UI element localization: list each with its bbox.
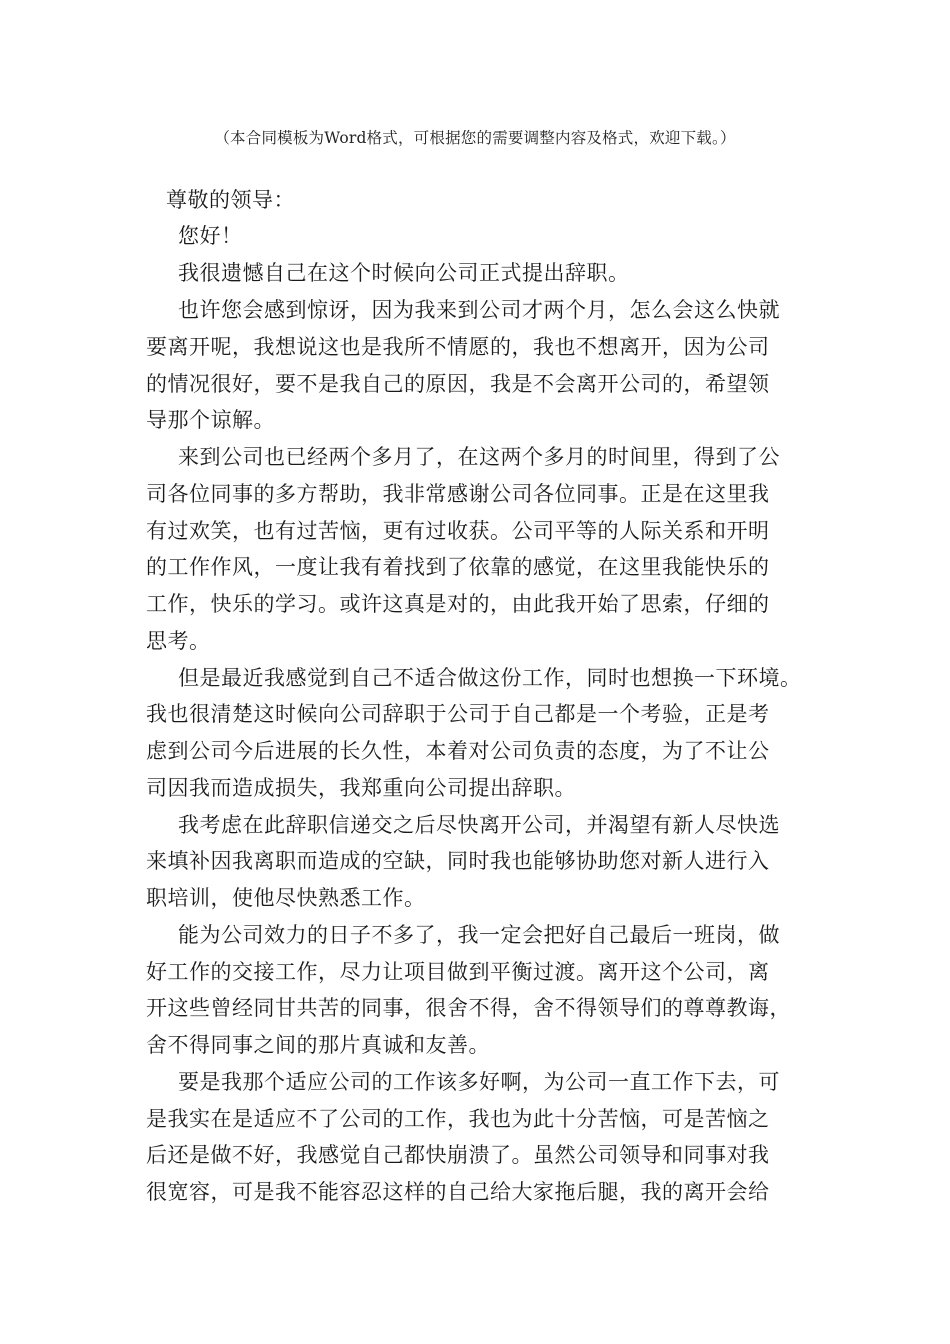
body-line: 也许您会感到惊讶，因为我来到公司才两个月，怎么会这么快就 (178, 298, 780, 322)
body-line: 要离开呢，我想说这也是我所不情愿的，我也不想离开，因为公司 (146, 335, 770, 359)
body-line: 要是我那个适应公司的工作该多好啊，为公司一直工作下去，可 (178, 1070, 780, 1094)
body-line: 导那个谅解。 (146, 408, 275, 432)
body-line: 司各位同事的多方帮助，我非常感谢公司各位同事。正是在这里我 (146, 482, 770, 506)
body-line: 我很遗憾自己在这个时候向公司正式提出辞职。 (178, 261, 630, 285)
body-line: 能为公司效力的日子不多了，我一定会把好自己最后一班岗，做 (178, 923, 780, 947)
body-line: 舍不得同事之间的那片真诚和友善。 (146, 1033, 490, 1057)
body-line: 我考虑在此辞职信递交之后尽快离开公司，并渴望有新人尽快选 (178, 813, 780, 837)
body-line: 开这些曾经同甘共苦的同事，很舍不得，舍不得领导们的尊尊教诲， (146, 996, 791, 1020)
body-line: 好工作的交接工作，尽力让项目做到平衡过渡。离开这个公司，离 (146, 960, 770, 984)
body-line: 有过欢笑，也有过苦恼，更有过收获。公司平等的人际关系和开明 (146, 519, 770, 543)
greeting-line: 您好！ (178, 224, 243, 248)
body-line: 来到公司也已经两个多月了，在这两个多月的时间里，得到了公 (178, 445, 780, 469)
body-line: 是我实在是适应不了公司的工作，我也为此十分苦恼，可是苦恼之 (146, 1107, 770, 1131)
salutation: 尊敬的领导： (166, 188, 295, 212)
body-line: 工作，快乐的学习。或许这真是对的，由此我开始了思索，仔细的 (146, 592, 770, 616)
body-line: 的工作作风，一度让我有着找到了依靠的感觉，在这里我能快乐的 (146, 555, 770, 579)
body-line: 我也很清楚这时候向公司辞职于公司于自己都是一个考验，正是考 (146, 702, 770, 726)
body-line: 职培训，使他尽快熟悉工作。 (146, 886, 426, 910)
body-line: 来填补因我离职而造成的空缺，同时我也能够协助您对新人进行入 (146, 849, 770, 873)
body-line: 的情况很好，要不是我自己的原因，我是不会离开公司的，希望领 (146, 372, 770, 396)
body-line: 司因我而造成损失，我郑重向公司提出辞职。 (146, 776, 576, 800)
body-line: 但是最近我感觉到自己不适合做这份工作，同时也想换一下环境。 (178, 666, 802, 690)
body-line: 思考。 (146, 629, 211, 653)
body-line: 后还是做不好，我感觉自己都快崩溃了。虽然公司领导和同事对我 (146, 1143, 770, 1167)
body-line: 很宽容，可是我不能容忍这样的自己给大家拖后腿，我的离开会给 (146, 1180, 770, 1204)
body-line: 虑到公司今后进展的长久性，本着对公司负责的态度，为了不让公 (146, 739, 770, 763)
template-note: （本合同模板为Word格式，可根据您的需要调整内容及格式，欢迎下载。） (214, 129, 736, 147)
